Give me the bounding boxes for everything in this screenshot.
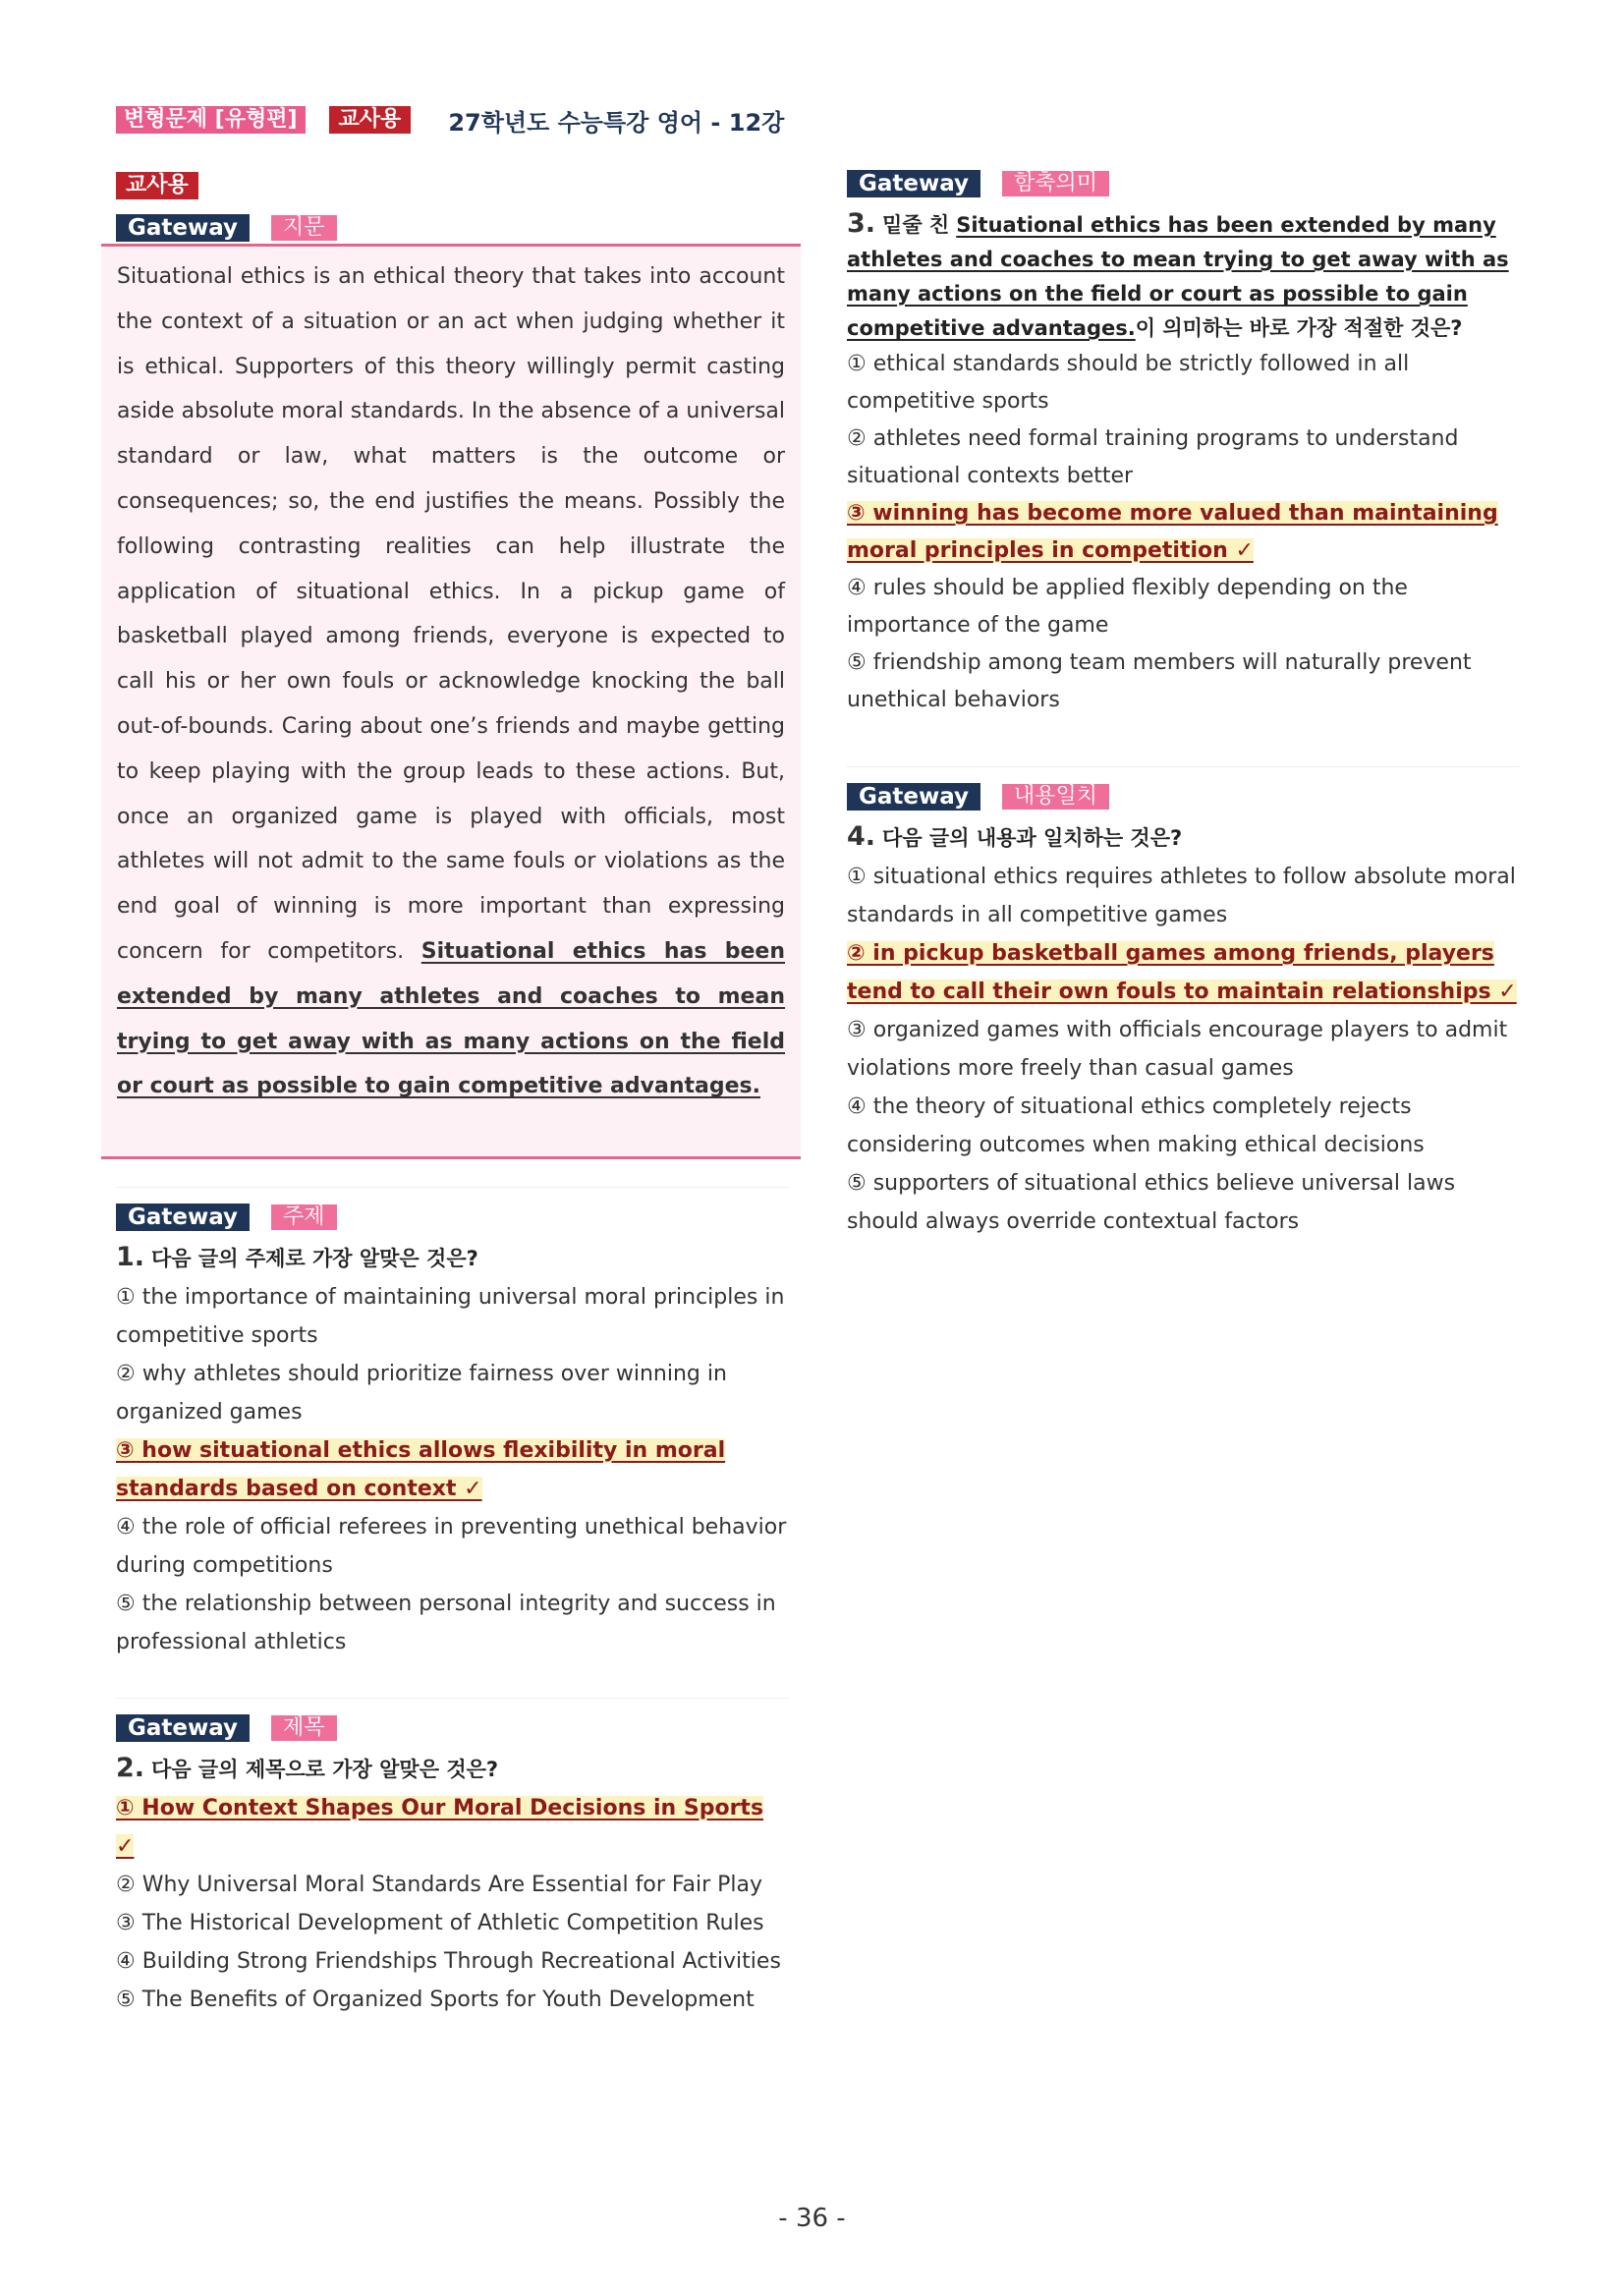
section-type-tag: 내용일치 — [1002, 784, 1109, 810]
passage-box — [101, 244, 801, 1159]
option-2[interactable]: ② athletes need formal training programs to understand situational contexts better — [847, 426, 1459, 488]
gateway-tag: Gateway — [116, 214, 250, 242]
divider — [847, 766, 1520, 767]
passage-tag-row — [116, 214, 337, 242]
page-header — [116, 106, 785, 137]
question-stem: 2. 다음 글의 제목으로 가장 알맞은 것은? — [116, 1753, 499, 1783]
question-2 — [116, 1749, 784, 2019]
question-stem: 4. 다음 글의 내용과 일치하는 것은? — [847, 821, 1183, 852]
passage-body: Situational ethics is an ethical theory that takes into account the context of a situation or an act when judging whether it is ethical. Supporters of this theory willingly permit casting aside absolute moral standards. In the absence of a universal standard or law, what matters is the outcome or consequences; so, the end justifies the means. Possibly the following contrasting realities can help illustrate the application of situational ethics. In a pickup game of basketball played among friends, everyone is expected to call his or her own fouls or acknowledge knocking the ball out-of-bounds. Caring about one’s friends and maybe getting to keep playing with the group leads to these actions. But, once an organized game is played with officials, most athletes will not admit to the same fouls or violations as the end goal of winning is more important than expressing concern for competitors. — [117, 264, 785, 964]
section-type-tag: 지문 — [271, 215, 337, 241]
gateway-tag: Gateway — [847, 783, 980, 811]
divider — [116, 1698, 789, 1699]
passage-text — [117, 254, 785, 1109]
option-4[interactable]: ④ the theory of situational ethics completely rejects considering outcomes when making ethical decisions — [847, 1094, 1425, 1157]
option-5[interactable]: ⑤ The Benefits of Organized Sports for Youth Development — [116, 1988, 755, 2012]
question-stem: 3. 밑줄 친 Situational ethics has been extended by many athletes and coaches to mean trying to get away with as many actions on the field or court as possible to gain competitive advantages.이 의미하는 바로 가장 적절한 것은? — [847, 208, 1509, 340]
section-type-tag: 함축의미 — [1002, 171, 1109, 196]
variant-badge: 변형문제 [유형편] — [116, 106, 306, 134]
option-3[interactable]: ③ organized games with officials encourage players to admit violations more freely than casual games — [847, 1018, 1508, 1081]
option-1[interactable]: ① ethical standards should be strictly followed in all competitive sports — [847, 352, 1410, 414]
page-number: - 36 - — [778, 2204, 846, 2233]
question-stem: 1. 다음 글의 주제로 가장 알맞은 것은? — [116, 1242, 478, 1272]
option-2-answer[interactable]: ② in pickup basketball games among friends, players tend to call their own fouls to maintain relationships ✓ — [847, 941, 1517, 1004]
q3-tag-row — [847, 170, 1109, 197]
option-5[interactable]: ⑤ supporters of situational ethics believe universal laws should always override contextual factors — [847, 1171, 1456, 1234]
q1-tag-row — [116, 1204, 337, 1231]
underlined-sentence: Situational ethics has been extended by many athletes and coaches to mean trying to get away with as many actions on the field or court as possible to gain competitive advantages. — [847, 213, 1509, 340]
teacher-tag: 교사용 — [116, 172, 198, 199]
option-3[interactable]: ③ The Historical Development of Athletic Competition Rules — [116, 1911, 764, 1935]
section-type-tag: 제목 — [271, 1715, 337, 1741]
option-3-answer[interactable]: ③ how situational ethics allows flexibility in moral standards based on context ✓ — [116, 1438, 726, 1501]
option-1[interactable]: ① situational ethics requires athletes to follow absolute moral standards in all competitive games — [847, 865, 1516, 927]
page-title: 27학년도 수능특강 영어 - 12강 — [448, 108, 785, 137]
q4-tag-row — [847, 783, 1109, 811]
option-4[interactable]: ④ Building Strong Friendships Through Recreational Activities — [116, 1949, 781, 1974]
gateway-tag: Gateway — [847, 170, 980, 197]
option-1-answer[interactable]: ① How Context Shapes Our Moral Decisions in Sports ✓ — [116, 1796, 764, 1859]
question-4 — [847, 817, 1525, 1241]
question-3 — [847, 206, 1515, 719]
option-3-answer[interactable]: ③ winning has become more valued than maintaining moral principles in competition ✓ — [847, 501, 1498, 563]
option-2[interactable]: ② Why Universal Moral Standards Are Essential for Fair Play — [116, 1873, 763, 1897]
option-2[interactable]: ② why athletes should prioritize fairness over winning in organized games — [116, 1362, 727, 1425]
question-1 — [116, 1238, 794, 1661]
gateway-tag: Gateway — [116, 1714, 250, 1742]
q2-tag-row — [116, 1714, 337, 1742]
teacher-badge: 교사용 — [329, 106, 412, 134]
option-5[interactable]: ⑤ the relationship between personal integrity and success in professional athletics — [116, 1592, 776, 1654]
teacher-tag-row — [116, 172, 198, 199]
gateway-tag: Gateway — [116, 1204, 250, 1231]
section-type-tag: 주제 — [271, 1204, 337, 1230]
divider — [116, 1187, 789, 1188]
option-5[interactable]: ⑤ friendship among team members will naturally prevent unethical behaviors — [847, 650, 1472, 712]
option-4[interactable]: ④ the role of official referees in preventing unethical behavior during competitions — [116, 1515, 787, 1578]
option-4[interactable]: ④ rules should be applied flexibly depending on the importance of the game — [847, 576, 1408, 638]
option-1[interactable]: ① the importance of maintaining universal moral principles in competitive sports — [116, 1285, 785, 1348]
passage-underlined-sentence: Situational ethics has been extended by many athletes and coaches to mean trying to get away with as many actions on the field or court as possible to gain competitive advantages. — [117, 938, 785, 1099]
